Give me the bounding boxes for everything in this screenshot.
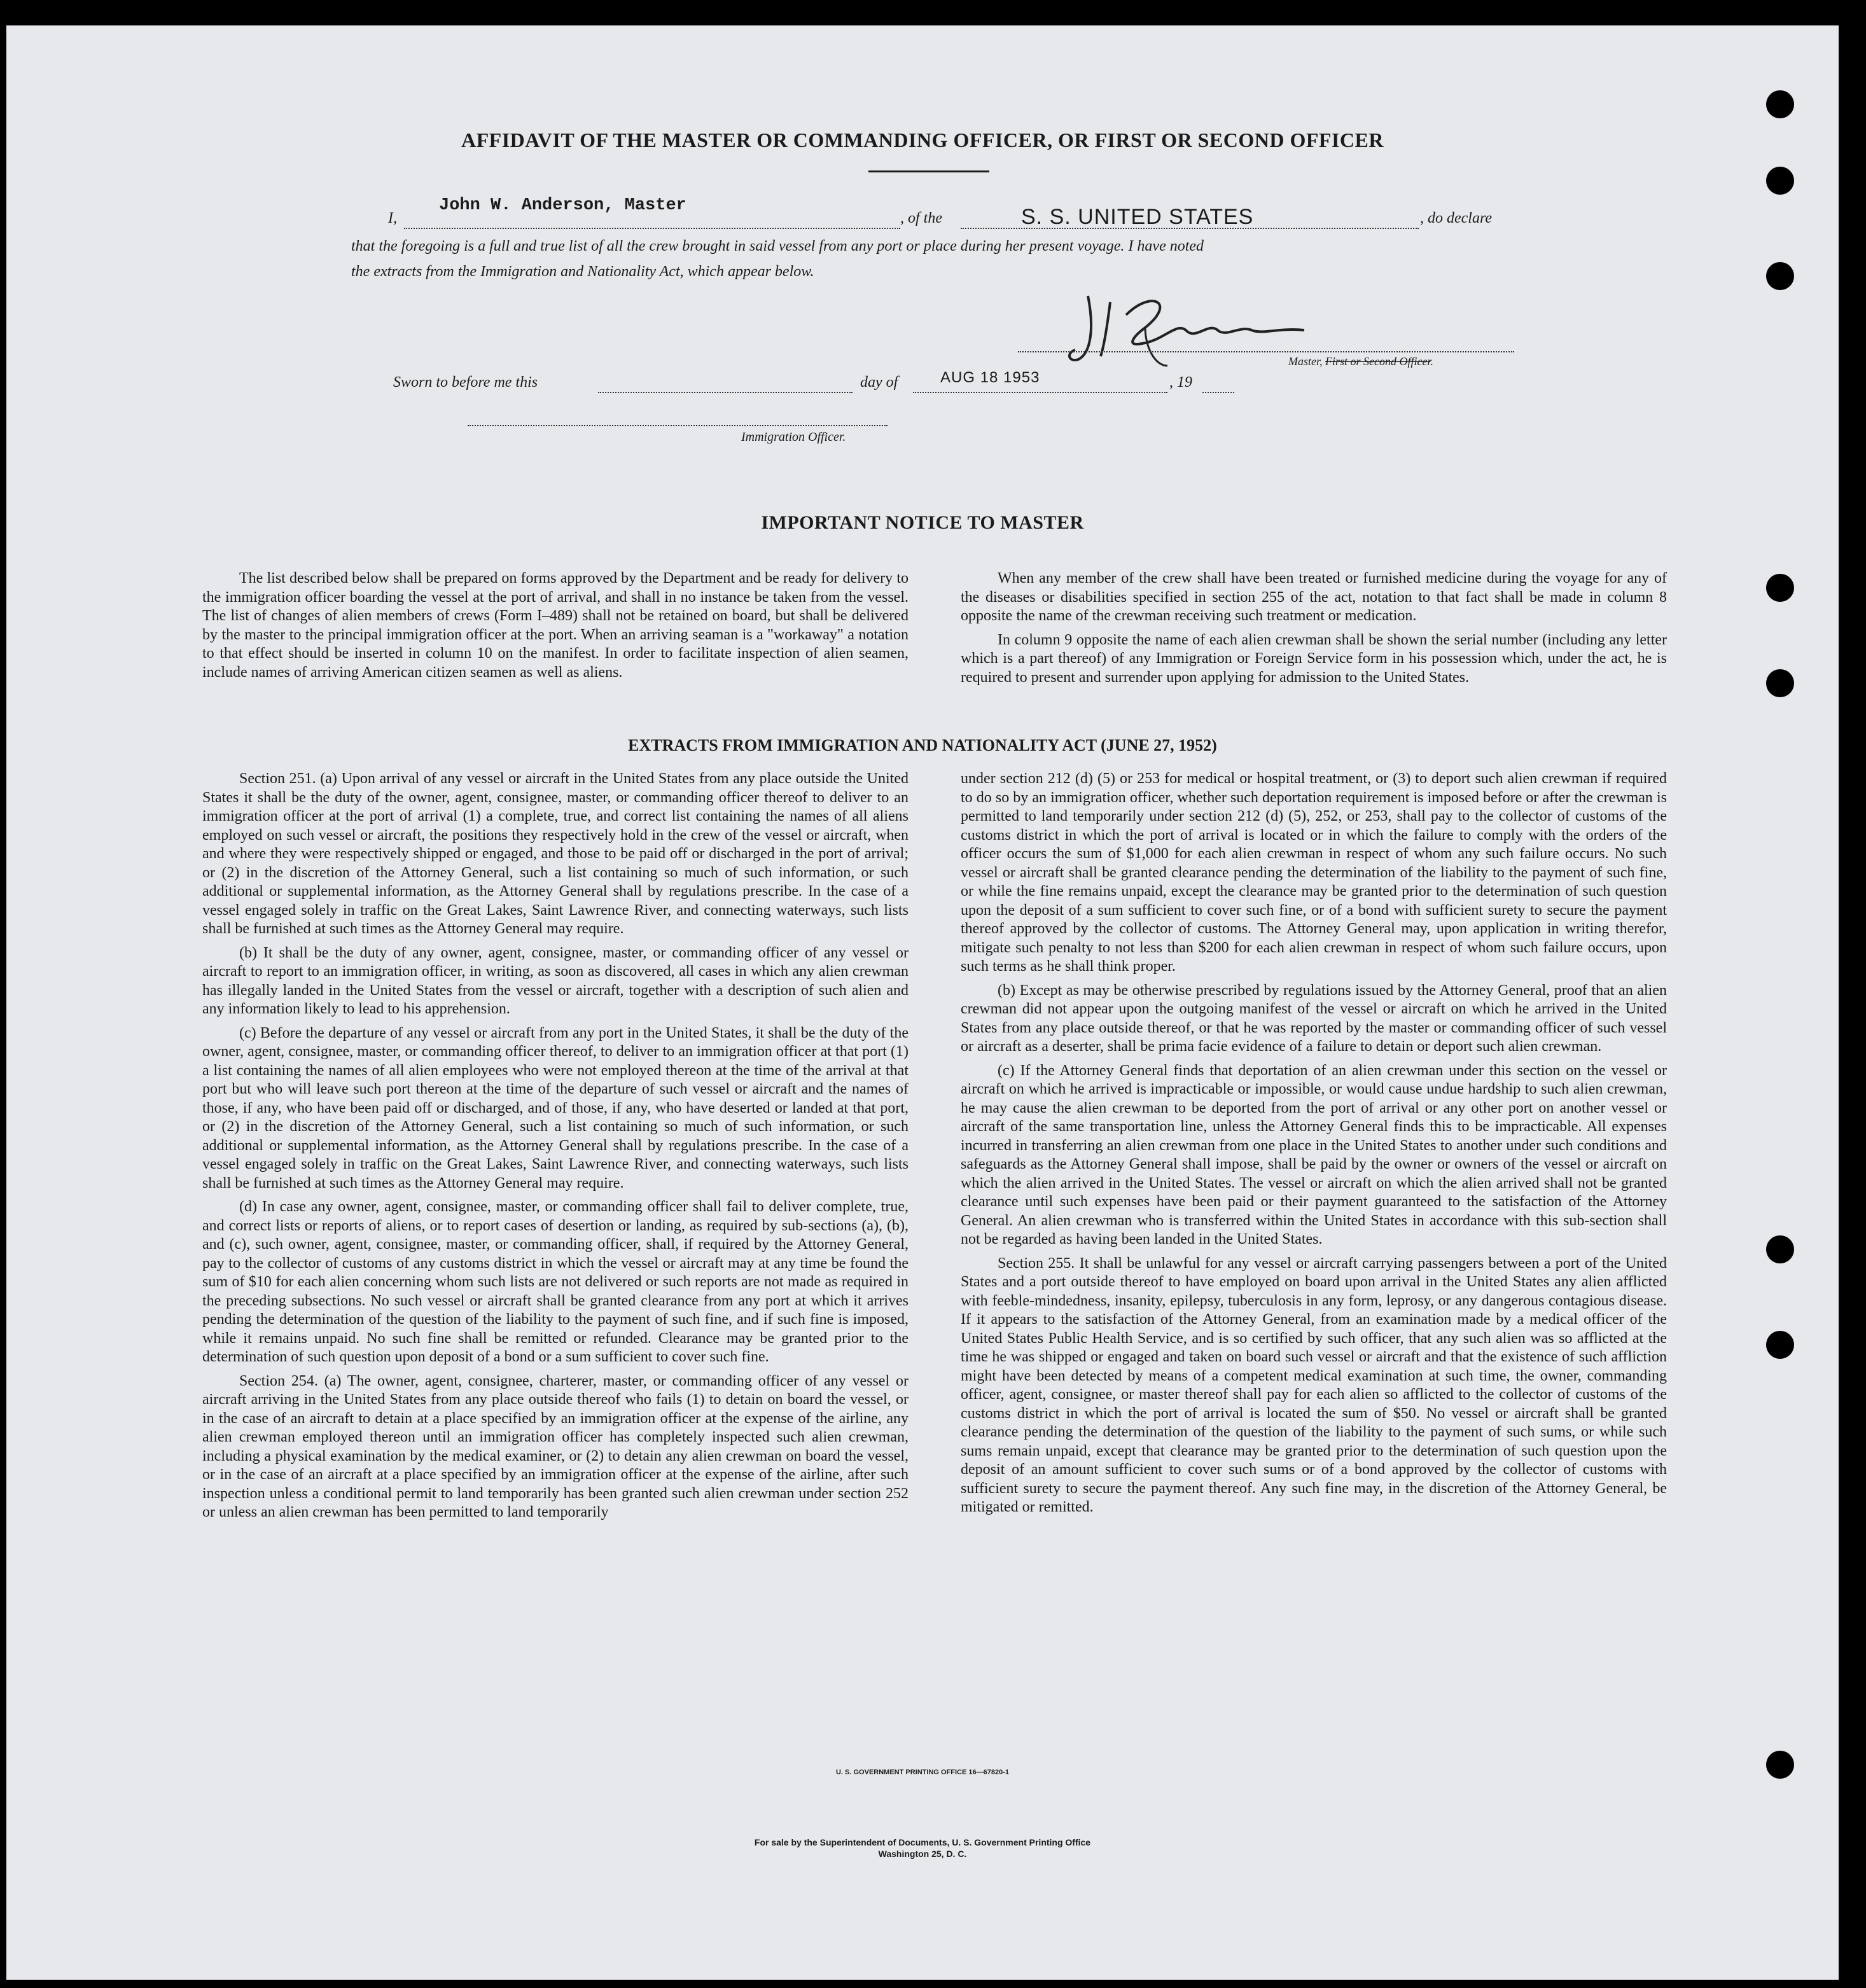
sworn-label: Sworn to before me this <box>393 374 538 391</box>
punch-hole <box>1766 167 1794 195</box>
signature-line <box>1018 351 1514 352</box>
notice-right-column <box>961 569 1667 692</box>
year-line <box>1202 392 1234 393</box>
extracts-title: EXTRACTS FROM IMMIGRATION AND NATIONALITY ACT (JUNE 27, 1952) <box>628 736 1217 754</box>
punch-hole <box>1766 1235 1794 1263</box>
notice-left-column <box>202 569 909 687</box>
statute-paragraph: (d) In case any owner, agent, consignee, master, or commanding officer shall fail to deliver complete, true, and correct lists or reports of aliens, or to report cases of desertion or landing, as required by sub-sections (a), (b), and (c), such owner, agent, consignee, master, or commanding officer, shall, if required by the Attorney General, pay to the collector of customs of any customs district in which the vessel or aircraft may at any time be found the sum of $10 for each alien concerning whom such lists are not delivered or such reports are not made as required in the preceding subsections. No such vessel or aircraft shall be granted clearance from any port at which it arrives pending the determination of the question of the liability to the payment of such fine, and if such fine is imposed, while it remains unpaid. No such fine shall be remitted or refunded. Clearance may be granted prior to the determination of such question upon deposit of a bond or a sum sufficient to cover such fine. <box>202 1199 909 1365</box>
sale-notice-line-1: For sale by the Superintendent of Documents, U. S. Government Printing Office <box>754 1837 1091 1847</box>
statute-paragraph: Section 251. (a) Upon arrival of any vessel or aircraft in the United States from any place outside the United States it shall be the duty of the owner, agent, consignee, master, or commanding officer thereof to deliver to an immigration officer at the port of arrival (1) a complete, true, and correct list containing the names of all aliens employed on such vessel or aircraft, the positions they respectively hold in the crew of the vessel or aircraft, when and where they were respectively shipped or engaged, and those to be paid off or discharged in the port of arrival; or (2) in the discretion of the Attorney General, such a list containing so much of such information, or such additional or supplemental information, as the Attorney General shall by regulations prescribe. In the case of a vessel engaged solely in traffic on the Great Lakes, Saint Lawrence River, and connecting waterways, such lists shall be furnished at such times as the Attorney General may require. <box>202 770 909 937</box>
statute-paragraph: (c) Before the departure of any vessel or aircraft from any port in the United States, it shall be the duty of the owner, agent, consignee, master, or commanding officer thereof, to deliver to an immigration officer at that port (1) a list containing the names of all alien employees who were not employed thereon at the time of the arrival at that port but who will leave such port thereon at the time of the departure of such vessel or aircraft and the names of those, if any, who have been paid off or discharged, and of those, if any, who have deserted or landed at that port, or (2) in the discretion of the Attorney General, such a list containing so much of such information, or such additional or supplemental information, as the Attorney General shall by regulations prescribe. In the case of a vessel engaged solely in traffic on the Great Lakes, Saint Lawrence River, and connecting waterways, such lists shall be furnished at such times as the Attorney General may require. <box>202 1024 909 1192</box>
notice-paragraph: In column 9 opposite the name of each alien crewman shall be shown the serial number (including any letter which is a part thereof) of any Immigration or Foreign Service form in his possession which, under the act, he is required to present and surrender upon applying for admission to the United States. <box>961 631 1667 686</box>
statute-paragraph: under section 212 (d) (5) or 253 for medical or hospital treatment, or (3) to deport such alien crewman if required to do so by an immigration officer, whether such deportation requirement is imposed before or after the crewman is permitted to land temporarily under section 212 (d) (5), 252, or 253, shall pay to the collector of customs of the customs district in which the port of arrival is located or in which the failure to comply with the orders of the officer occurs the sum of $1,000 for each alien crewman in respect of whom any such failure occurs. No such vessel or aircraft shall be granted clearance pending the determination of the liability to the payment of such fine, or while the fine remains unpaid, except the clearance may be granted prior to the determination of such question upon the deposit of a sum sufficient to cover such fine, or of a bond with sufficient surety to secure the payment thereof approved by the collector of customs. The Attorney General may, upon application in writing therefor, mitigate such penalty to not less than $200 for each alien crewman in respect of whom such failure occurs, upon such terms as he shall think proper. <box>961 770 1667 975</box>
date-stamp: AUG 18 1953 <box>940 369 1040 386</box>
i-label: I, <box>388 210 397 226</box>
punch-hole <box>1766 90 1794 118</box>
master-signature <box>1050 277 1317 372</box>
declaration-line-2: that the foregoing is a full and true list of all the crew brought in said vessel from any port or place during her present voyage. I have noted <box>351 238 1204 254</box>
do-declare-label: , do declare <box>1420 210 1493 226</box>
punch-hole <box>1766 262 1794 290</box>
statute-paragraph: Section 254. (a) The owner, agent, consignee, charterer, master, or commanding officer of any vessel or aircraft arriving in the United States from any place outside thereof who fails (1) to detain on board the vessel, or in the case of an aircraft to detain at a place specified by an immigration officer at the expense of the airline, any alien crewman employed thereon until an immigration officer has completely inspected such alien crewman, including a physical examination by the medical examiner, or (2) to detain any alien crewman on board the vessel, or in the case of an aircraft at a place specified by an immigration officer at the expense of the airline, after such inspection unless a conditional permit to land temporarily has been granted such alien crewman under section 252 or unless an alien crewman has been permitted to land temporarily <box>202 1372 909 1520</box>
affidavit-title: AFFIDAVIT OF THE MASTER OR COMMANDING OFFICER, OR FIRST OR SECOND OFFICER <box>461 129 1384 151</box>
document-page <box>6 25 1839 1980</box>
officer-signature-line <box>468 425 888 426</box>
printing-office-line: U. S. GOVERNMENT PRINTING OFFICE 16—67820-1 <box>835 1769 1009 1776</box>
notice-title: IMPORTANT NOTICE TO MASTER <box>761 512 1084 533</box>
of-the-label: , of the <box>900 210 942 226</box>
struck-officer-label: First or Second Officer <box>1325 355 1431 368</box>
master-title-label: Master, First or Second Officer. <box>1288 355 1433 368</box>
punch-hole <box>1766 574 1794 602</box>
year-label: , 19 <box>1169 374 1192 391</box>
immigration-officer-label: Immigration Officer. <box>741 430 846 444</box>
sale-notice-line-2: Washington 25, D. C. <box>878 1849 967 1859</box>
statute-paragraph: (b) It shall be the duty of any owner, agent, consignee, master, or commanding officer of any vessel or aircraft to report to an immigration officer, in writing, as soon as discovered, all cases in which any alien crewman has illegally landed in the United States from the vessel or aircraft, together with a description of such alien and any information likely to lead to his apprehension. <box>202 944 909 1017</box>
notice-paragraph: The list described below shall be prepared on forms approved by the Department and be ready for delivery to the immigration officer boarding the vessel at the port of arrival, and shall in no instance be taken from the vessel. The list of changes of alien members of crews (Form I–489) shall not be retained on board, but shall be delivered by the master to the principal immigration officer at the port. When an arriving seaman is a "workaway" a notation to that effect should be inserted in column 10 on the manifest. In order to facilitate inspection of alien seamen, include names of arriving American citizen seamen as well as aliens. <box>202 570 909 681</box>
day-of-label: day of <box>860 374 898 391</box>
punch-hole <box>1766 669 1794 697</box>
notice-paragraph: When any member of the crew shall have been treated or furnished medicine during the voyage for any of the diseases or disabilities specified in section 255 of the act, notation to that fact shall be made in column 8 opposite the name of the crewman receiving such treatment or medication. <box>961 570 1667 624</box>
sworn-day-line <box>598 392 853 393</box>
master-name-field: John W. Anderson, Master <box>439 196 686 215</box>
statute-paragraph: (b) Except as may be otherwise prescribed by regulations issued by the Attorney General, proof that an alien crewman did not appear upon the outgoing manifest of the vessel or aircraft on which he arrived in the United States from any place outside thereof, or that he was reported by the master or commanding officer of such vessel or aircraft as a deserter, shall be prima facie evidence of a failure to detain or deport such alien crewman. <box>961 982 1667 1055</box>
title-divider <box>868 170 989 172</box>
statute-paragraph: Section 255. It shall be unlawful for any vessel or aircraft carrying passengers between a port of the United States and a port outside thereof to have employed on board upon arrival in the United States any alien afflicted with feeble-mindedness, insanity, epilepsy, tuberculosis in any form, leprosy, or any dangerous contagious disease. If it appears to the satisfaction of the Attorney General, from an examination made by a medical officer of the United States Public Health Service, and is so certified by such officer, that any such alien was so afflicted at the time he was shipped or engaged and taken on board such vessel or aircraft and that the existence of such affliction might have been detected by means of a competent medical examination at such time, the owner, commanding officer, agent, consignee, or master thereof shall pay for each alien so afflicted to the collector of customs of the customs district in which the port of arrival is located the sum of $50. No vessel or aircraft shall be granted clearance pending the determination of the question of the liability to the payment of such sums, or while such sums remain unpaid, except that clearance may be granted prior to the determination of such question upon the deposit of an amount sufficient to cover such sums or of a bond approved by the collector of customs with sufficient surety to secure the payment thereof. Any such fine may, in the discretion of the Attorney General, be mitigated or remitted. <box>961 1255 1667 1515</box>
declaration-line-3: the extracts from the Immigration and Nationality Act, which appear below. <box>351 263 814 280</box>
extracts-right-column <box>961 770 1667 1522</box>
vessel-name-stamp: S. S. UNITED STATES <box>1021 205 1254 229</box>
statute-paragraph: (c) If the Attorney General finds that deportation of an alien crewman under this section on the vessel or aircraft on which he arrived is impracticable or impossible, or would cause undue hardship to such alien crewman, he may cause the alien crewman to be deported from the port of arrival or any other port on another vessel or aircraft of the same transportation line, unless the Attorney General finds this to be impracticable. All expenses incurred in transferring an alien crewman from one place in the United States to another under such conditions and safeguards as the Attorney General shall impose, shall be paid by the owner or owners of the vessel or aircraft on which the alien arrived in the United States. The vessel or aircraft on which the alien arrived shall not be granted clearance until such expenses have been paid or their payment guaranteed to the satisfaction of the Attorney General. An alien crewman who is transferred within the United States in accordance with this sub-section shall not be regarded as having been landed in the United States. <box>961 1062 1667 1248</box>
punch-hole <box>1766 1331 1794 1359</box>
name-line <box>404 228 900 229</box>
extracts-left-column <box>202 770 909 1527</box>
date-line <box>913 392 1167 393</box>
